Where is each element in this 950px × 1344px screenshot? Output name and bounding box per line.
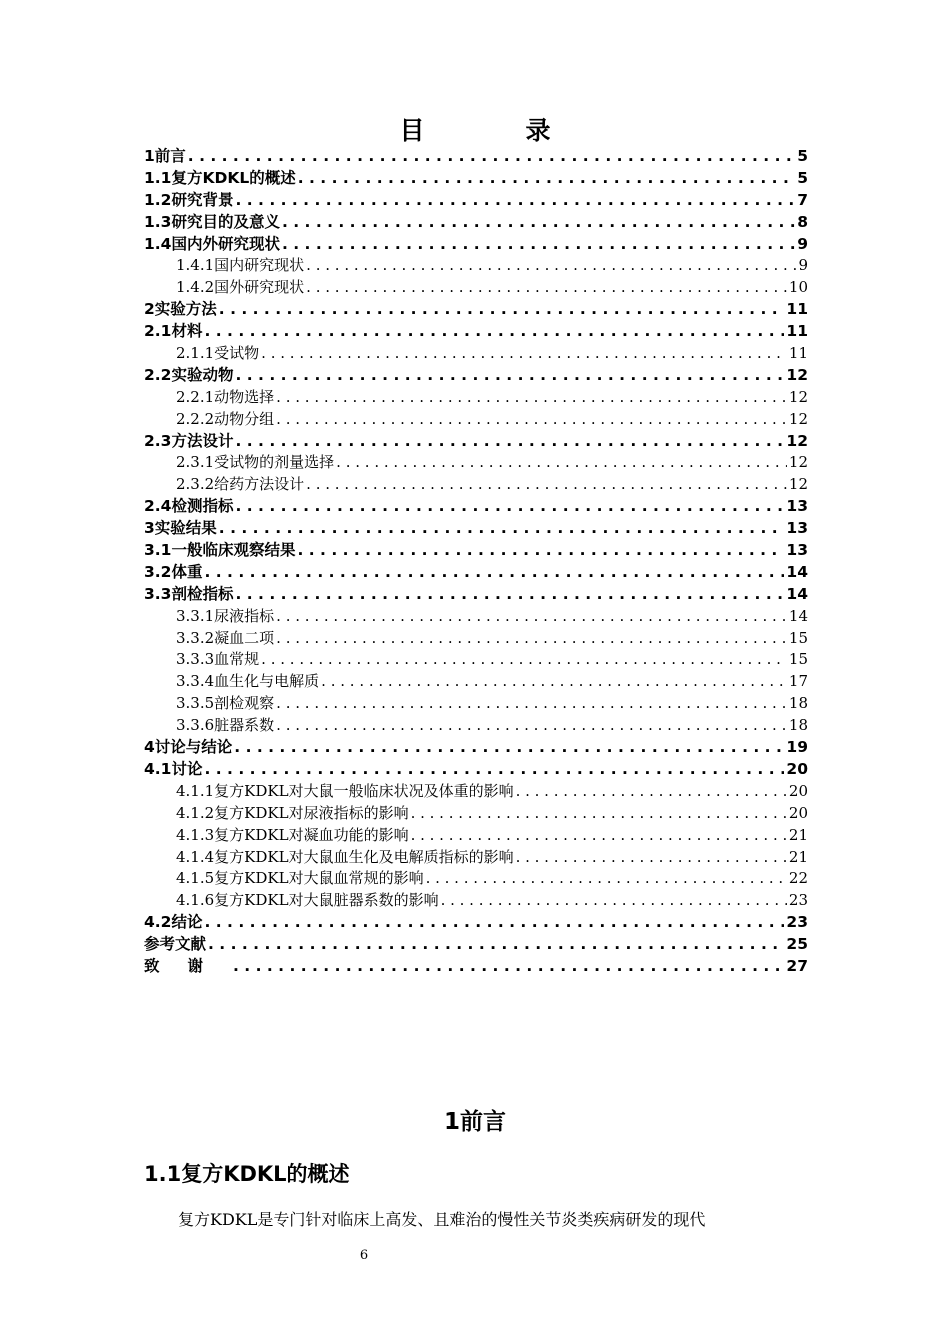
toc-entry-page: 13 — [786, 497, 808, 516]
toc-leader-dots — [204, 321, 784, 343]
toc-entry[interactable] — [144, 606, 808, 628]
toc-entry[interactable] — [144, 956, 808, 978]
toc-entry-label: 1.1复方KDKL的概述 — [144, 168, 296, 187]
toc-entry-page: 11 — [786, 300, 808, 319]
toc-entry-page: 10 — [788, 278, 808, 297]
toc-entry-page: 8 — [797, 212, 808, 231]
toc-entry[interactable] — [144, 299, 808, 321]
toc-entry-page: 5 — [797, 147, 808, 165]
toc-entry[interactable] — [144, 759, 808, 781]
toc-entry-label: 4.1.6复方KDKL对大鼠脏器系数的影响 — [176, 891, 439, 910]
toc-entry-label: 3.3剖检指标 — [144, 584, 234, 603]
toc-entry-label: 2.3.1受试物的剂量选择 — [176, 453, 335, 472]
toc-entry-page: 12 — [788, 453, 808, 472]
toc-entry-page: 9 — [797, 234, 808, 253]
toc-entry-page: 20 — [786, 759, 808, 778]
toc-entry[interactable] — [144, 890, 808, 912]
toc-entry-page: 21 — [788, 825, 808, 844]
toc-entry[interactable] — [144, 671, 808, 693]
toc-entry-label: 3.3.3血常规 — [176, 650, 260, 669]
toc-leader-dots — [516, 781, 787, 803]
toc-title: 目 录 — [399, 116, 589, 145]
toc-entry-page: 12 — [788, 387, 808, 406]
toc-entry[interactable] — [144, 649, 808, 671]
toc-entry-label: 3.3.2凝血二项 — [176, 628, 275, 647]
toc-entry[interactable] — [144, 912, 808, 934]
toc-entry[interactable] — [144, 496, 808, 518]
toc-leader-dots — [235, 365, 784, 387]
toc-entry[interactable] — [144, 847, 808, 869]
toc-entry-label: 3.3.5剖检观察 — [176, 694, 275, 713]
toc-entry[interactable] — [144, 934, 808, 956]
toc-entry-page: 13 — [786, 541, 808, 560]
toc-leader-dots — [234, 737, 784, 759]
toc-entry-label: 2.1材料 — [144, 322, 203, 341]
toc-entry-label: 3实验结果 — [144, 519, 217, 538]
toc-entry-page: 23 — [786, 913, 808, 932]
toc-entry-label: 4讨论与结论 — [144, 738, 233, 757]
toc-entry-label: 3.3.1尿液指标 — [176, 606, 275, 625]
chapter-heading: 1前言 — [443, 1109, 506, 1135]
toc-entry[interactable] — [144, 212, 808, 234]
toc-leader-dots — [204, 759, 784, 781]
toc-leader-dots — [282, 234, 795, 256]
toc-entry[interactable] — [144, 562, 808, 584]
toc-leader-dots — [426, 868, 787, 890]
toc-leader-dots — [411, 825, 787, 847]
toc-entry-page: 12 — [786, 431, 808, 450]
toc-entry-label: 致谢 — [144, 956, 232, 975]
toc-entry-label: 2.3方法设计 — [144, 431, 234, 450]
toc-leader-dots — [261, 649, 787, 671]
toc-entry-label: 1.2研究背景 — [144, 190, 234, 209]
toc-entry-page: 11 — [786, 322, 808, 341]
toc-entry[interactable] — [144, 781, 808, 803]
toc-leader-dots — [276, 693, 787, 715]
toc-entry-page: 11 — [788, 344, 808, 363]
toc-leader-dots — [276, 606, 787, 628]
toc-leader-dots — [276, 715, 787, 737]
toc-entry-page: 23 — [788, 891, 808, 910]
toc-leader-dots — [276, 628, 787, 650]
toc-leader-dots — [235, 190, 795, 212]
toc-leader-dots — [276, 387, 787, 409]
toc-entry[interactable] — [144, 431, 808, 453]
toc-leader-dots — [235, 431, 784, 453]
toc-entry-label: 1.4国内外研究现状 — [144, 234, 280, 253]
toc-leader-dots — [321, 671, 787, 693]
toc-leader-dots — [441, 890, 787, 912]
toc-entry-label: 4.1.2复方KDKL对尿液指标的影响 — [176, 803, 409, 822]
toc-entry-page: 14 — [786, 562, 808, 581]
toc-entry-label: 参考文献 — [144, 935, 207, 954]
toc-leader-dots — [516, 847, 787, 869]
toc-entry-label: 1.4.2国外研究现状 — [176, 278, 305, 297]
toc-entry[interactable] — [144, 868, 808, 890]
toc-entry-label: 3.3.6脏器系数 — [176, 716, 275, 735]
toc-entry-label: 4.1.3复方KDKL对凝血功能的影响 — [176, 825, 409, 844]
toc-leader-dots — [235, 584, 784, 606]
toc-entry-page: 15 — [788, 628, 808, 647]
toc-entry-page: 20 — [788, 781, 808, 800]
toc-leader-dots — [306, 474, 787, 496]
toc-entry[interactable] — [144, 540, 808, 562]
toc-entry-label: 3.2体重 — [144, 562, 203, 581]
toc-leader-dots — [233, 956, 784, 978]
toc-entry-label: 2.2.1动物选择 — [176, 387, 275, 406]
toc-leader-dots — [282, 212, 795, 234]
toc-entry-page: 18 — [788, 716, 808, 735]
toc-entry[interactable] — [144, 255, 808, 277]
toc-entry[interactable] — [144, 343, 808, 365]
toc-entry[interactable] — [144, 518, 808, 540]
toc-entry-label: 2.2实验动物 — [144, 365, 234, 384]
toc-leader-dots — [219, 299, 785, 321]
toc-entry-label: 4.1.5复方KDKL对大鼠血常规的影响 — [176, 869, 424, 888]
toc-entry[interactable] — [144, 584, 808, 606]
toc-leader-dots — [276, 409, 787, 431]
toc-leader-dots — [204, 562, 784, 584]
toc-entry[interactable] — [144, 409, 808, 431]
toc-leader-dots — [208, 934, 784, 956]
toc-entry-page: 5 — [797, 168, 808, 187]
toc-leader-dots — [219, 518, 785, 540]
toc-entry[interactable] — [144, 715, 808, 737]
toc-entry-page: 19 — [786, 738, 808, 757]
toc-entry[interactable] — [144, 737, 808, 759]
toc-entry-page: 14 — [786, 584, 808, 603]
toc-entry-label: 4.1讨论 — [144, 759, 203, 778]
toc-entry-page: 12 — [788, 475, 808, 494]
toc-entry[interactable] — [144, 387, 808, 409]
toc-leader-dots — [411, 803, 787, 825]
toc-entry[interactable] — [144, 277, 808, 299]
toc-entry[interactable] — [144, 803, 808, 825]
toc-entry[interactable] — [144, 190, 808, 212]
toc-entry-label: 4.1.4复方KDKL对大鼠血生化及电解质指标的影响 — [176, 847, 514, 866]
toc-entry-page: 15 — [788, 650, 808, 669]
toc-entry[interactable] — [144, 168, 808, 190]
toc-leader-dots — [297, 540, 784, 562]
toc-entry-page: 9 — [798, 256, 808, 275]
toc-entry-page: 25 — [786, 935, 808, 954]
toc-entry-page: 21 — [788, 847, 808, 866]
toc-entry-page: 17 — [788, 672, 808, 691]
toc-entry-page: 22 — [788, 869, 808, 888]
table-of-contents — [144, 146, 808, 978]
toc-entry[interactable] — [144, 365, 808, 387]
toc-leader-dots — [235, 496, 784, 518]
toc-entry-label: 1.3研究目的及意义 — [144, 212, 280, 231]
toc-entry-label: 2实验方法 — [144, 300, 217, 319]
toc-entry[interactable] — [144, 474, 808, 496]
toc-entry[interactable] — [144, 693, 808, 715]
toc-entry-label: 2.2.2动物分组 — [176, 409, 275, 428]
toc-entry[interactable] — [144, 146, 808, 168]
toc-entry-page: 12 — [786, 365, 808, 384]
page-number: 6 — [359, 1248, 369, 1263]
toc-entry-page: 20 — [788, 803, 808, 822]
toc-leader-dots — [298, 168, 795, 190]
toc-entry-label: 1前言 — [144, 147, 186, 165]
toc-leader-dots — [306, 255, 796, 277]
body-paragraph: 复方KDKL是专门针对临床上高发、且难治的慢性关节炎类疾病研发的现代 — [178, 1210, 706, 1229]
toc-entry-label: 2.4检测指标 — [144, 497, 234, 516]
toc-entry-page: 27 — [786, 956, 808, 975]
toc-entry-label: 1.4.1国内研究现状 — [176, 256, 305, 275]
toc-entry[interactable] — [144, 628, 808, 650]
toc-entry-label: 4.1.1复方KDKL对大鼠一般临床状况及体重的影响 — [176, 781, 514, 800]
toc-entry-page: 18 — [788, 694, 808, 713]
toc-entry-label: 2.3.2给药方法设计 — [176, 475, 305, 494]
toc-entry[interactable] — [144, 452, 808, 474]
toc-leader-dots — [306, 277, 787, 299]
toc-leader-dots — [336, 452, 787, 474]
toc-entry[interactable] — [144, 825, 808, 847]
toc-entry-label: 3.1一般临床观察结果 — [144, 541, 296, 560]
toc-entry-page: 12 — [788, 409, 808, 428]
toc-entry-label: 3.3.4血生化与电解质 — [176, 672, 320, 691]
toc-entry-page: 7 — [797, 190, 808, 209]
toc-leader-dots — [204, 912, 784, 934]
toc-leader-dots — [188, 146, 795, 168]
toc-entry[interactable] — [144, 234, 808, 256]
toc-entry-label: 2.1.1受试物 — [176, 344, 260, 363]
toc-entry-page: 14 — [788, 606, 808, 625]
toc-entry-label: 4.2结论 — [144, 913, 203, 932]
toc-entry-page: 13 — [786, 519, 808, 538]
toc-entry[interactable] — [144, 321, 808, 343]
section-heading: 1.1复方KDKL的概述 — [144, 1162, 350, 1186]
toc-leader-dots — [261, 343, 787, 365]
